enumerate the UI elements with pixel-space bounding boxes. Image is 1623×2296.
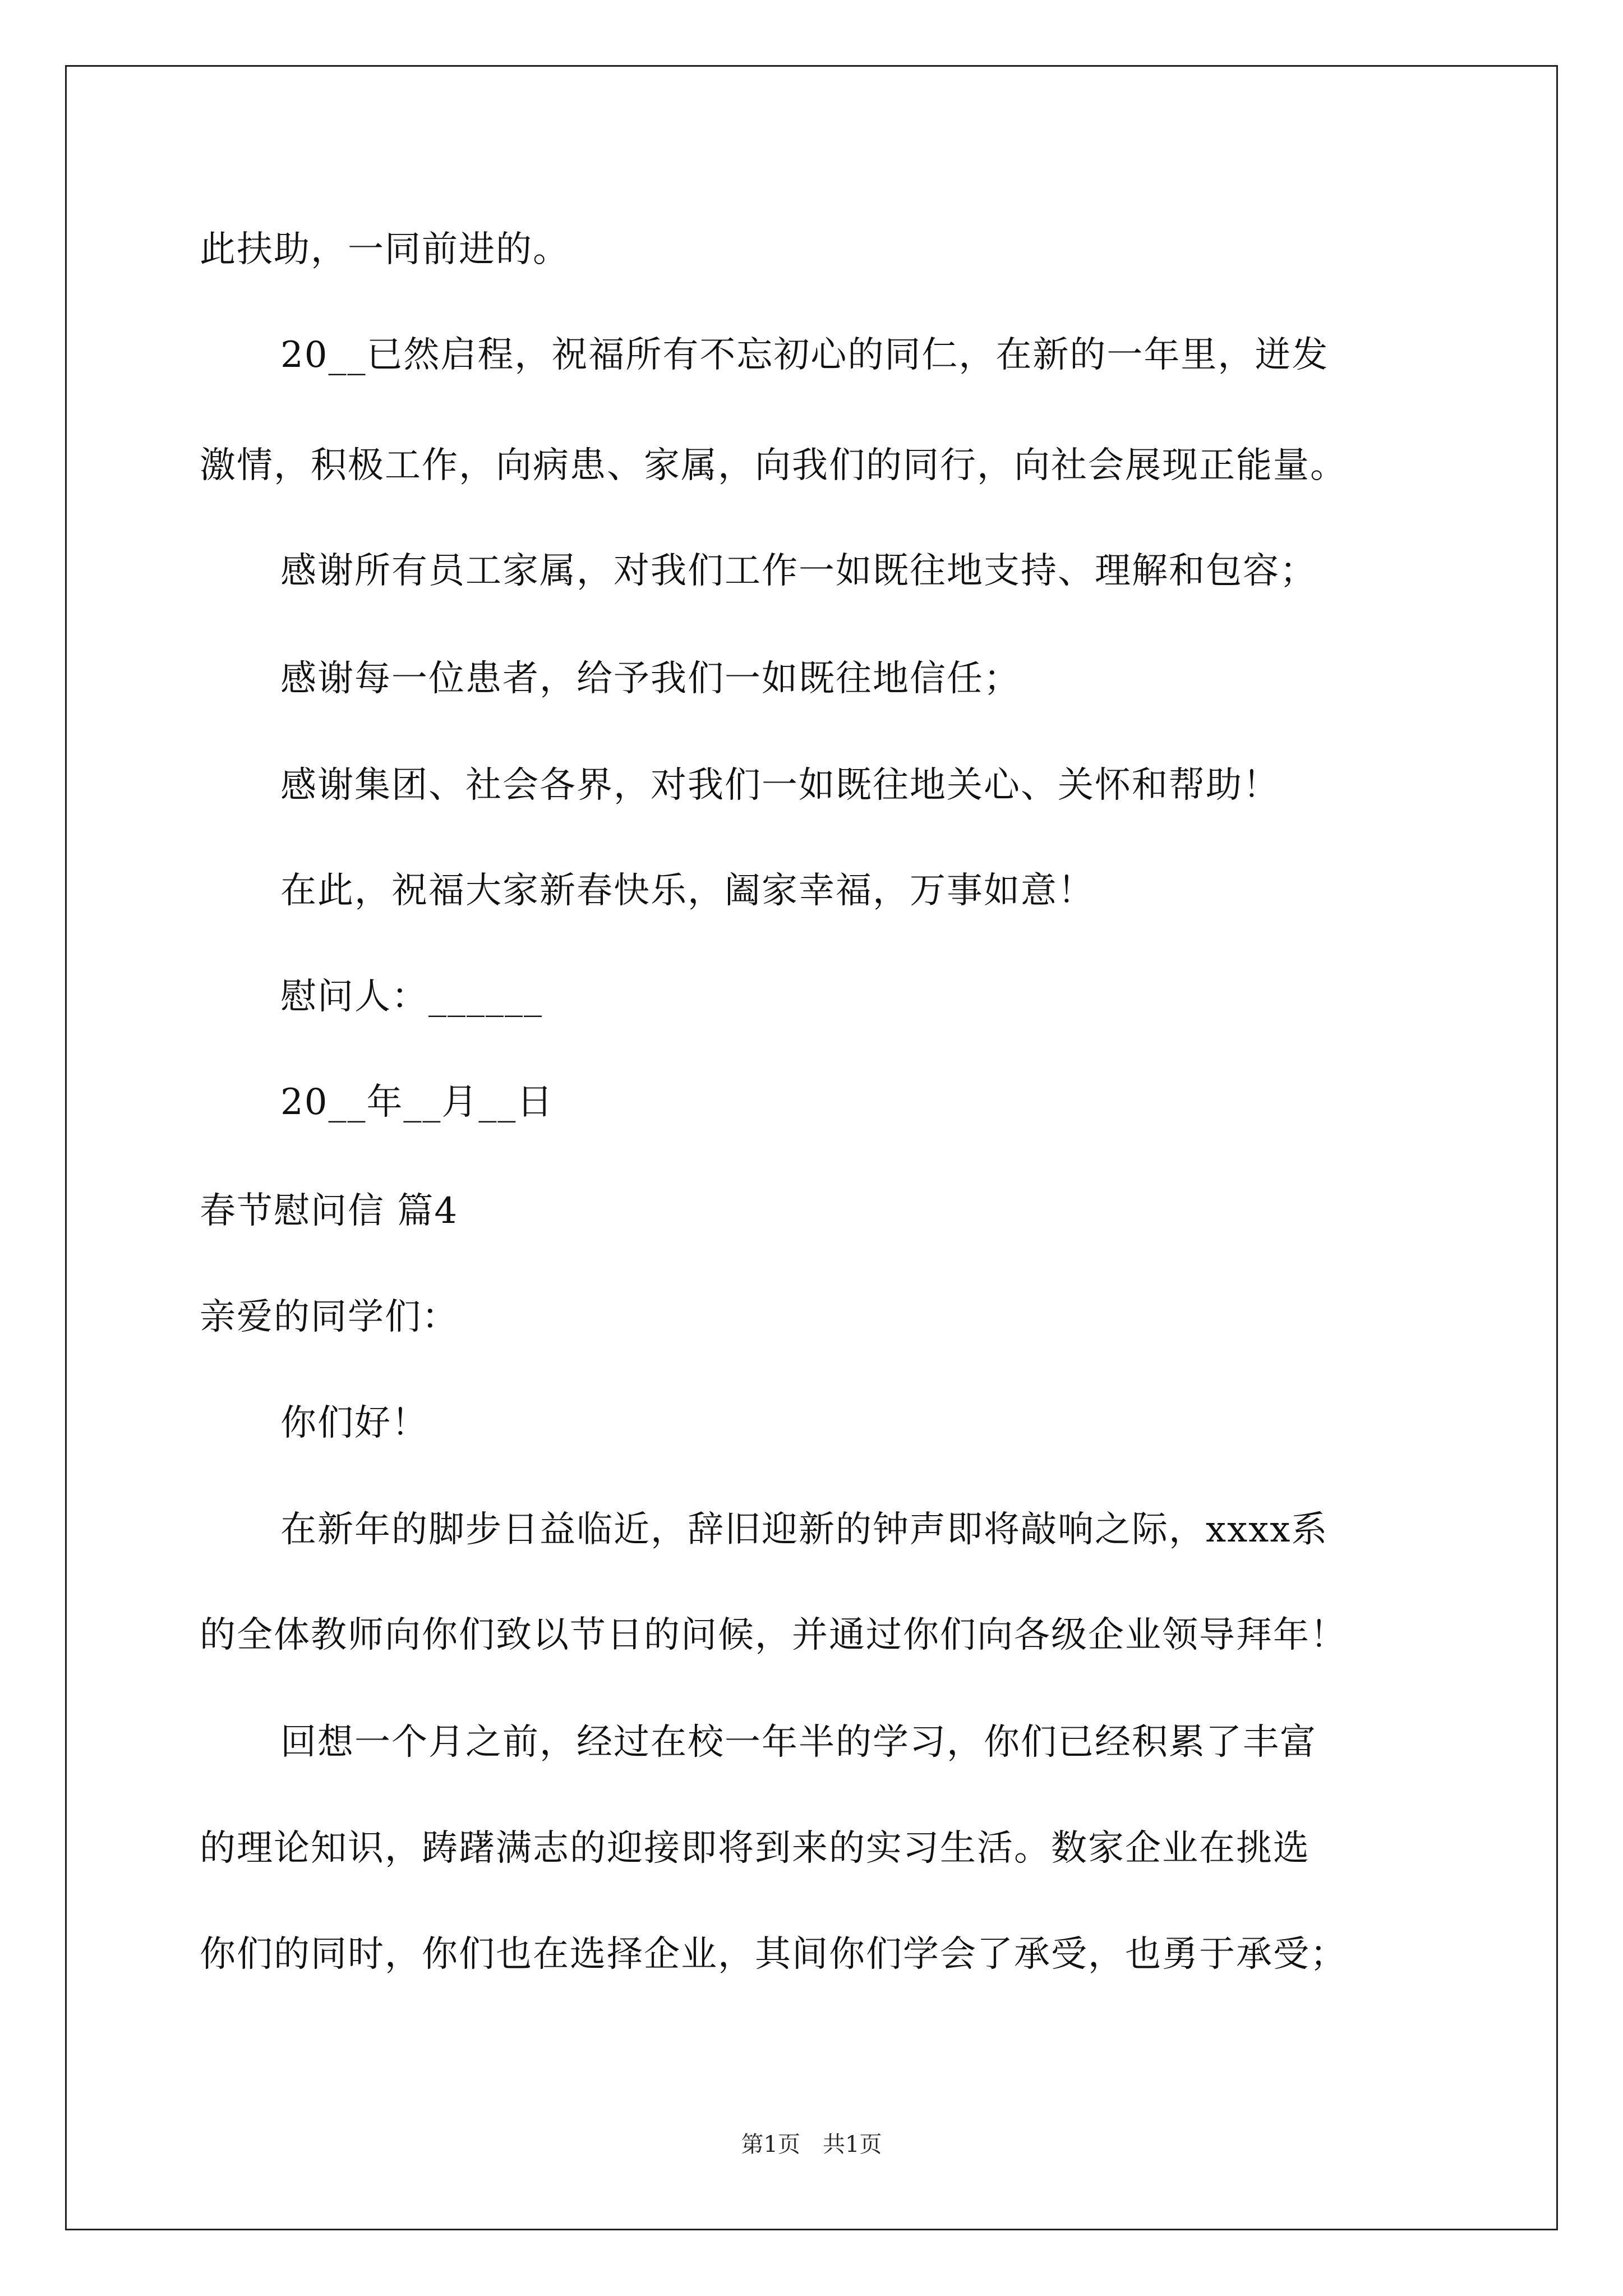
- section-heading: 春节慰问信 篇4: [200, 1190, 459, 1232]
- page-number: 第1页: [741, 2132, 800, 2157]
- body-line: 回想一个月之前，经过在校一年半的学习，你们已经积累了丰富: [280, 1722, 1317, 1763]
- body-line: 此扶助，一同前进的。: [200, 229, 570, 270]
- body-line: 20__已然启程，祝福所有不忘初心的同仁，在新的一年里，迸发: [280, 334, 1329, 376]
- body-line: 在此，祝福大家新春快乐，阖家幸福，万事如意！: [280, 870, 1095, 912]
- page-total: 共1页: [823, 2132, 882, 2157]
- body-line: 激情，积极工作，向病患、家属，向我们的同行，向社会展现正能量。: [200, 445, 1347, 486]
- page-footer: [0, 2131, 1623, 2159]
- page-border: [65, 65, 1558, 2230]
- date-line: 20__年__月__日: [280, 1082, 554, 1123]
- body-line: 在新年的脚步日益临近，辞旧迎新的钟声即将敲响之际，xxxx系: [280, 1509, 1329, 1550]
- body-line: 感谢每一位患者，给予我们一如既往地信任；: [280, 658, 1021, 700]
- body-line: 感谢集团、社会各界，对我们一如既往地关心、关怀和帮助！: [280, 765, 1280, 806]
- body-line: 的全体教师向你们致以节日的问候，并通过你们向各级企业领导拜年！: [200, 1614, 1347, 1656]
- body-line: 你们的同时，你们也在选择企业，其间你们学会了承受，也勇于承受；: [200, 1934, 1347, 1975]
- body-line: 的理论知识，踌躇满志的迎接即将到来的实习生活。数家企业在挑选: [200, 1828, 1310, 1869]
- greeting: 你们好！: [280, 1402, 428, 1444]
- body-line: 感谢所有员工家属，对我们工作一如既往地支持、理解和包容；: [280, 550, 1317, 592]
- salutation: 亲爱的同学们：: [200, 1296, 459, 1338]
- signature-line: 慰问人：______: [280, 976, 543, 1018]
